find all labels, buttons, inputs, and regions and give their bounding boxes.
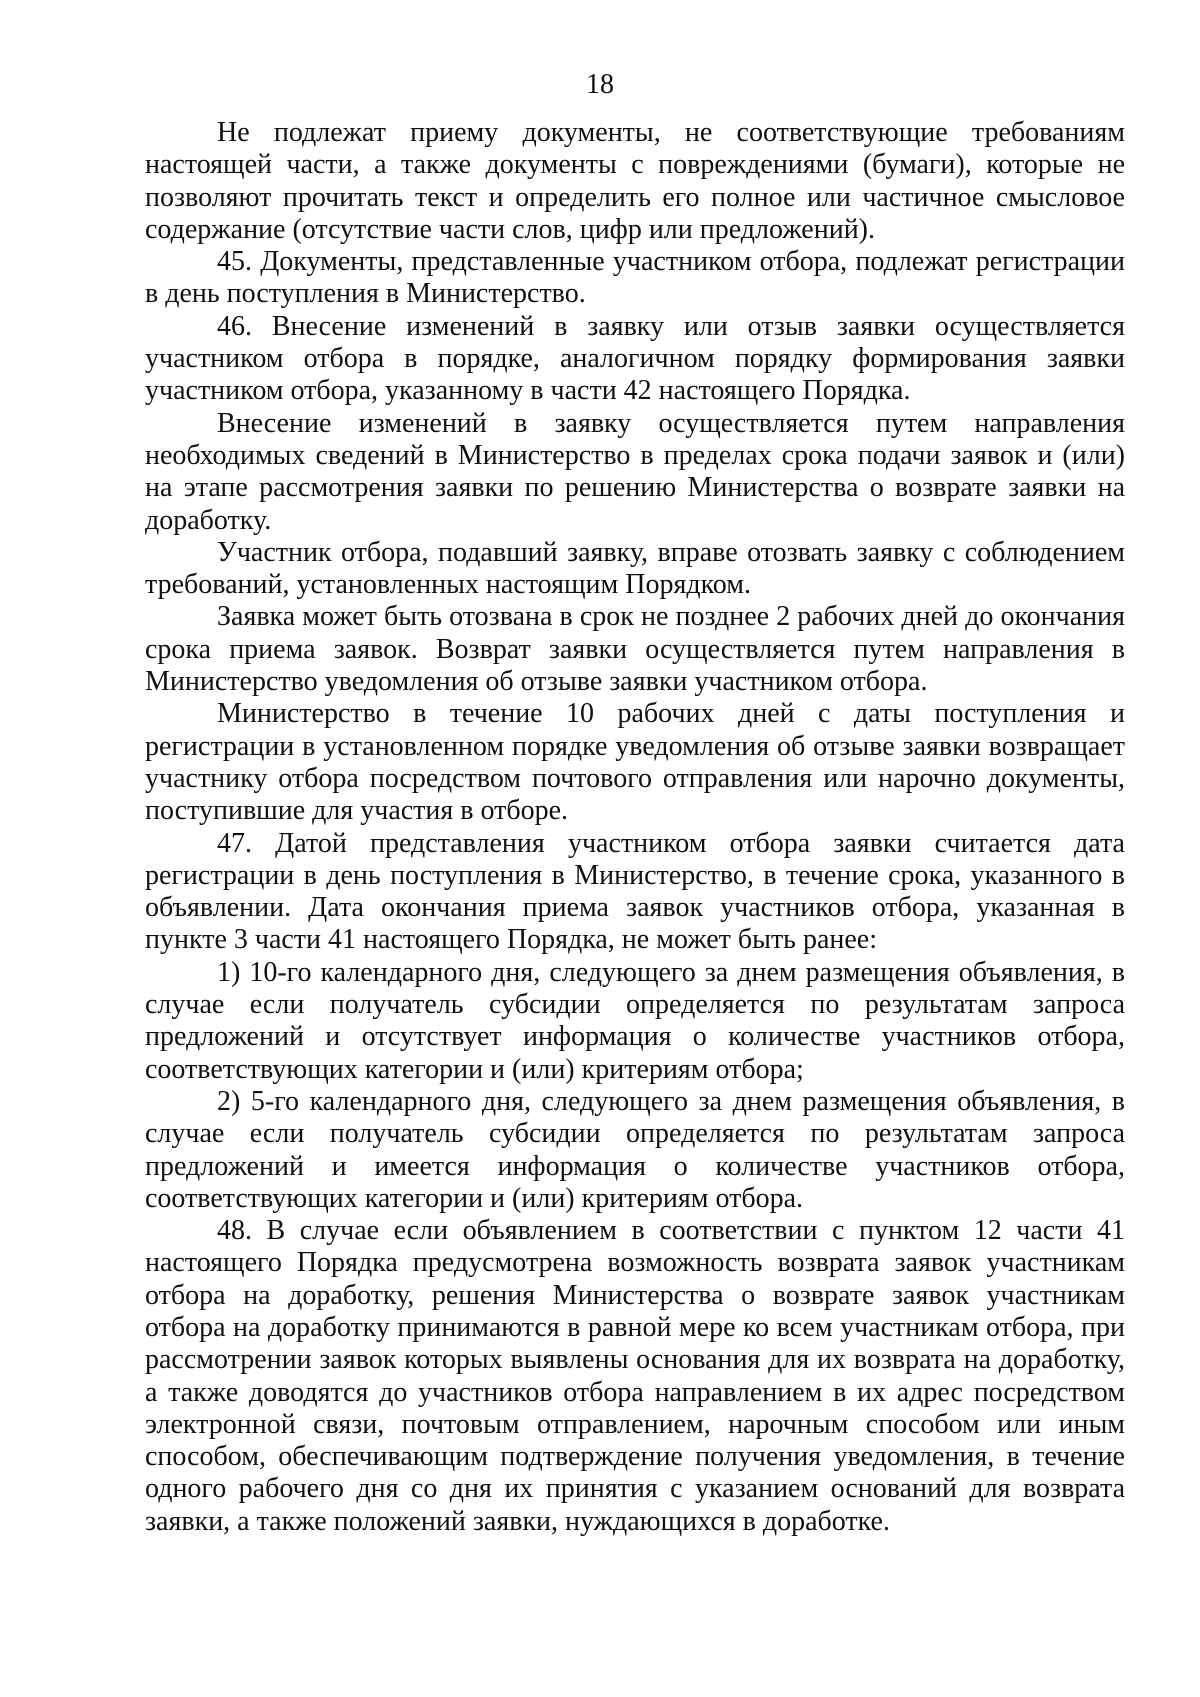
paragraph-46-withdraw-right: Участник отбора, подавший заявку, вправе отозвать заявку с соблюдением требований, установленных настоящим Порядком. — [145, 536, 1125, 601]
paragraph-47-item-2: 2) 5-го календарного дня, следующего за днем размещения объявления, в случае если получатель субсидии определяется по результатам запроса предложений и имеется информация о количестве участников отбора, соответствующих категории и (или) критериям отбора. — [145, 1085, 1125, 1214]
paragraph-inadmissible-documents: Не подлежат приему документы, не соответствующие требованиям настоящей части, а также документы с повреждениями (бумаги), которые не позволяют прочитать текст и определить его полное или частичное смысловое содержание (отсутствие части слов, цифр или предложений). — [145, 117, 1125, 245]
paragraph-46-withdraw-deadline: Заявка может быть отозвана в срок не позднее 2 рабочих дней до окончания срока приема заявок. Возврат заявки осуществляется путем направления в Министерство уведомления об отзыве заявки участником отбора. — [145, 601, 1125, 698]
paragraph-47-item-1: 1) 10-го календарного дня, следующего за днем размещения объявления, в случае если получатель субсидии определяется по результатам запроса предложений и отсутствует информация о количестве участников отбора, соответствующих категории и (или) критериям отбора; — [145, 956, 1125, 1085]
paragraph-46: 46. Внесение изменений в заявку или отзыв заявки осуществляется участником отбора в порядке, аналогичном порядку формирования заявки участником отбора, указанному в части 42 настоящего Порядка. — [145, 310, 1125, 407]
paragraph-48: 48. В случае если объявлением в соответствии с пунктом 12 части 41 настоящего Порядка предусмотрена возможность возврата заявок участникам отбора на доработку, решения Министерства о возврате заявок участникам отбора на доработку принимаются в равной мере ко всем участникам отбора, при рассмотрении заявок которых выявлены основания для их возврата на доработку, а также доводятся до участников отбора направлением в их адрес посредством электронной связи, почтовым отправлением, нарочным способом или иным способом, обеспечивающим подтверждение получения уведомления, в течение одного рабочего дня со дня их принятия с указанием оснований для возврата заявки, а также положений заявки, нуждающихся в доработке. — [145, 1215, 1125, 1537]
paragraph-47: 47. Датой представления участником отбора заявки считается дата регистрации в день поступления в Министерство, в течение срока, указанного в объявлении. Дата окончания приема заявок участников отбора, указанная в пункте 3 части 41 настоящего Порядка, не может быть ранее: — [145, 827, 1125, 956]
document-body — [145, 117, 1125, 1538]
paragraph-45: 45. Документы, представленные участником отбора, подлежат регистрации в день поступления в Министерство. — [145, 246, 1125, 310]
paragraph-46-return-documents: Министерство в течение 10 рабочих дней с даты поступления и регистрации в установленном порядке уведомления об отзыве заявки возвращает участнику отбора посредством почтового отправления или нарочно документы, поступившие для участия в отборе. — [145, 698, 1125, 827]
page-number: 18 — [586, 69, 614, 100]
paragraph-46-changes: Внесение изменений в заявку осуществляется путем направления необходимых сведений в Министерство в пределах срока подачи заявок и (или) на этапе рассмотрения заявки по решению Министерства о возврате заявки на доработку. — [145, 407, 1125, 536]
